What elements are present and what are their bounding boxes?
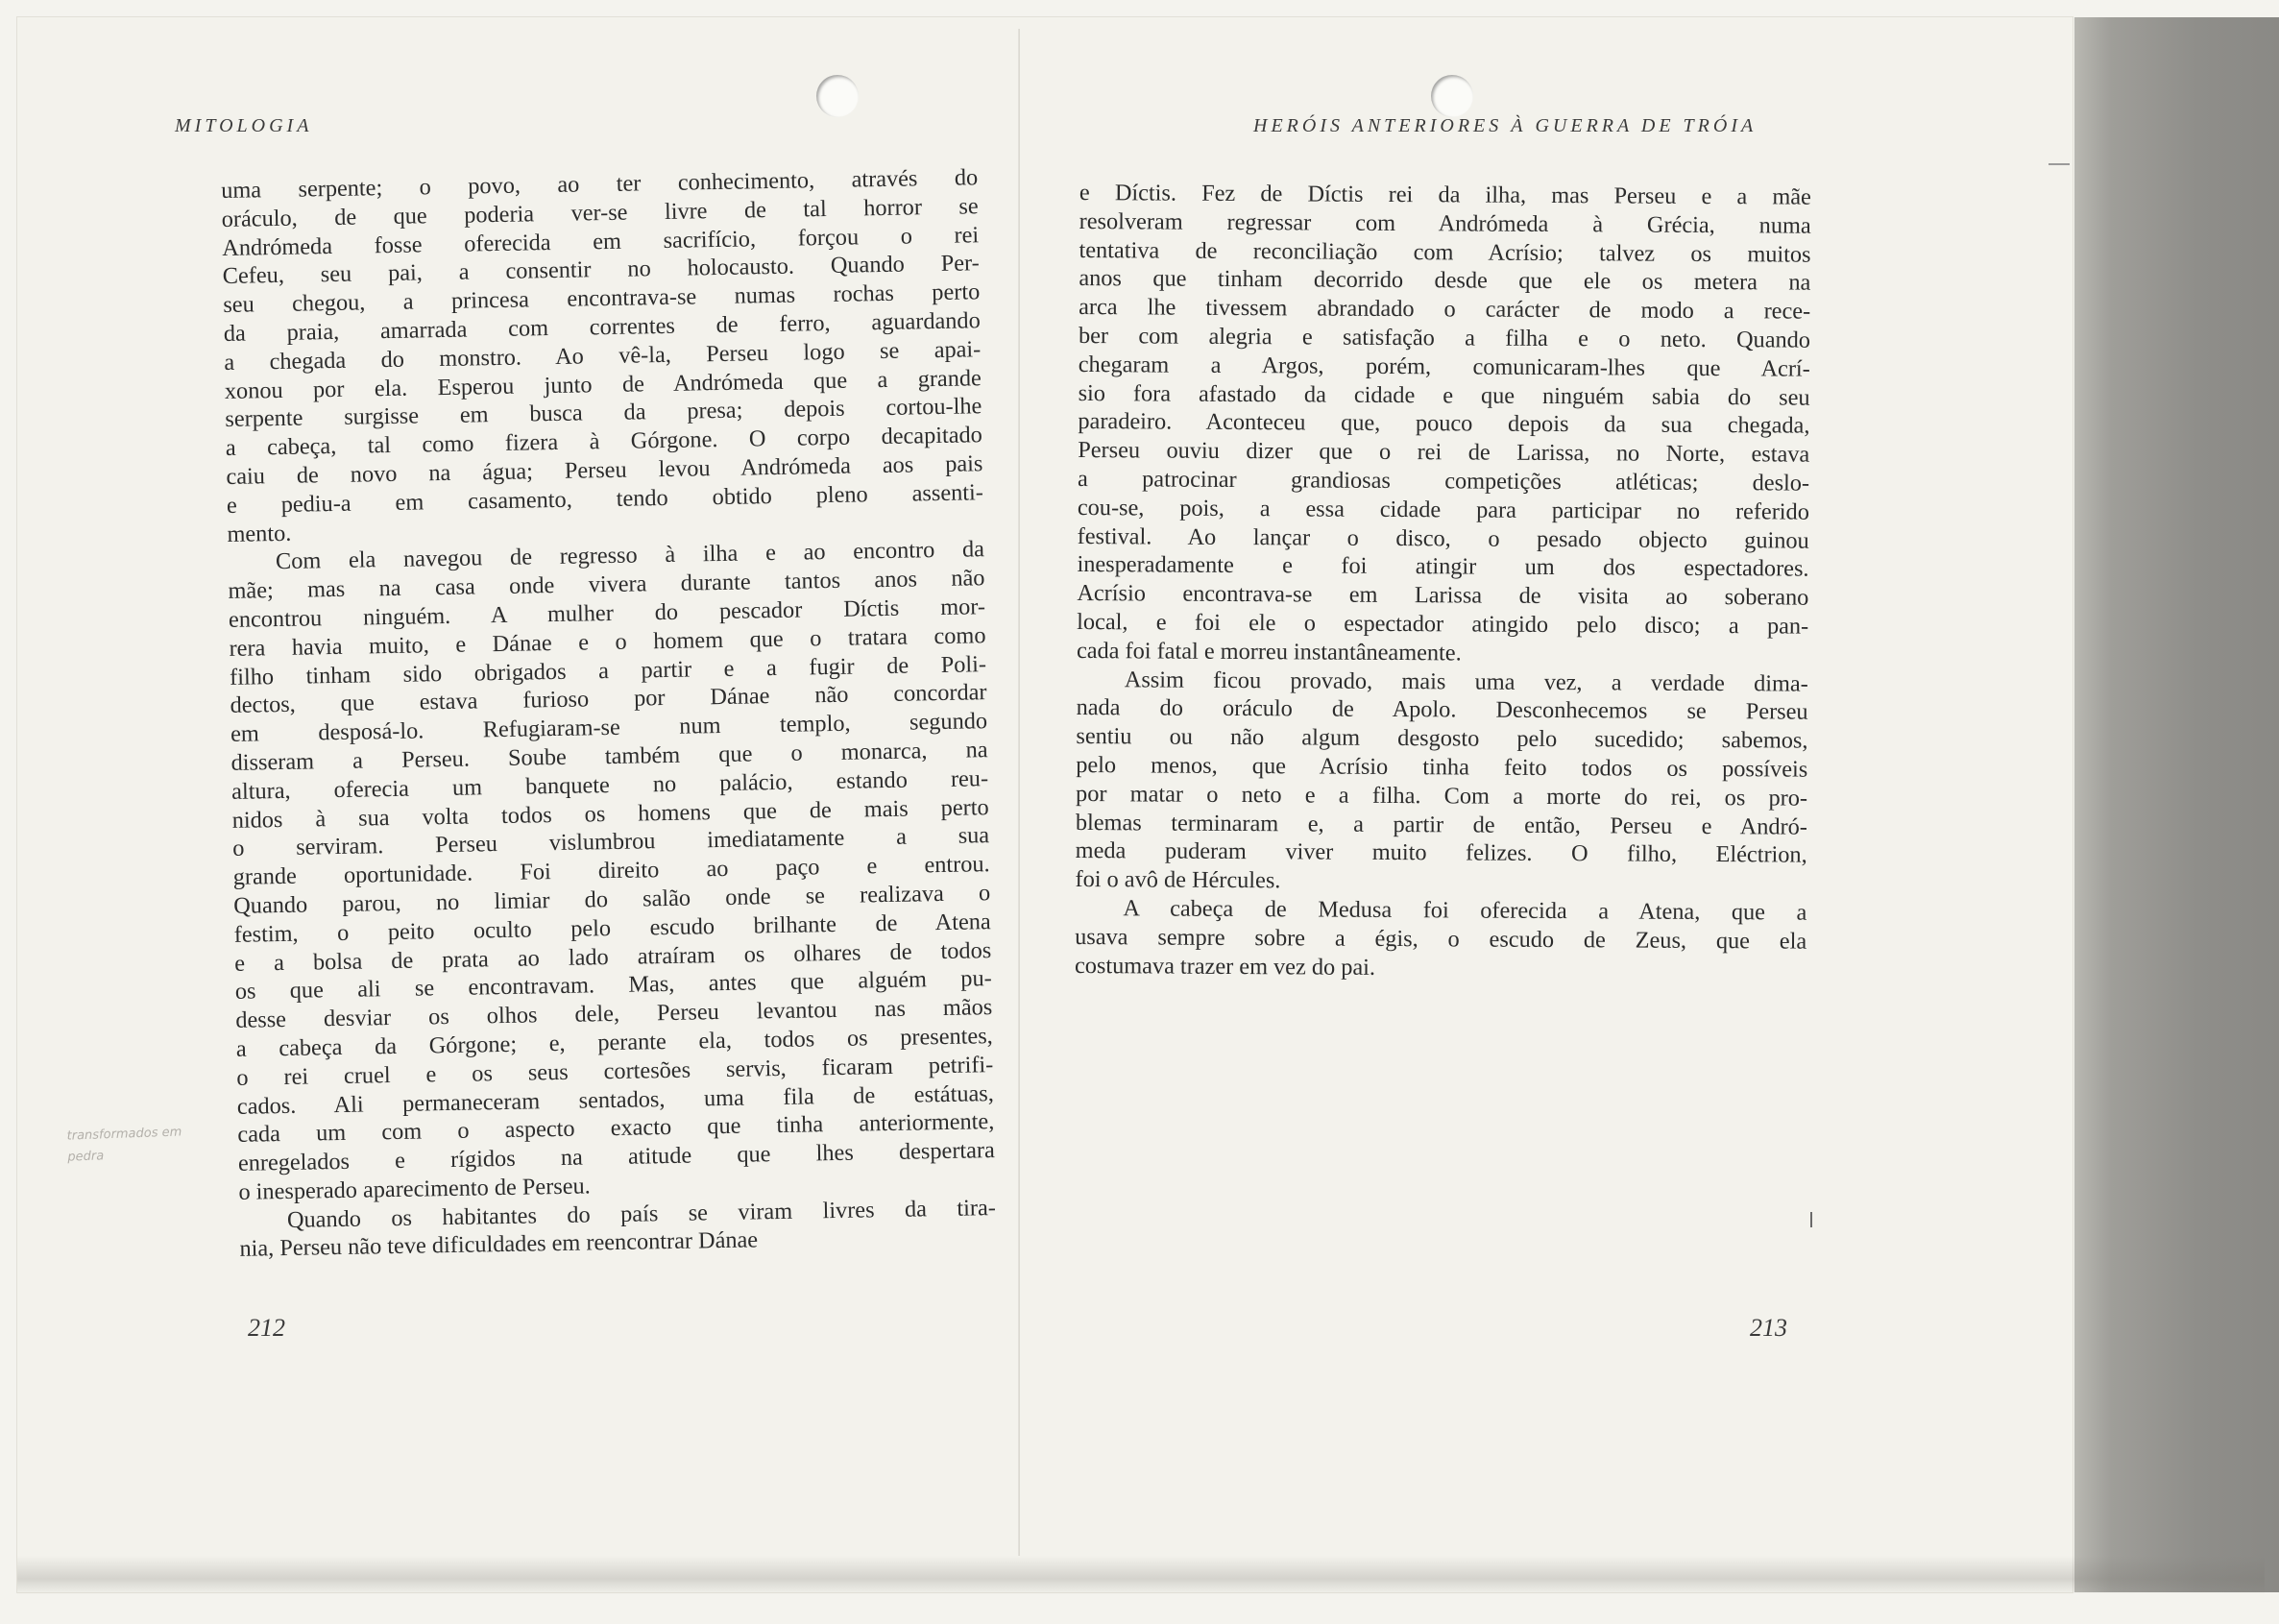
text-line: seu chegou, a princesa encontrava-se numas rochas perto [223,279,981,319]
text-line: blemas terminaram e, a partir de então, Perseu e Andró- [1075,809,1807,840]
text-line: ber com alegria e satisfação a filha e o neto. Quando [1078,322,1811,353]
text-line: filho tinham sido obrigados a partir e a fugir de Poli- [229,650,987,691]
text-line: dectos, que estava furioso por Dánae não concordar [230,679,987,719]
text-line: o inesperado aparecimento de Perseu. [238,1173,591,1205]
stray-mark [1810,1212,1812,1227]
text-line: cou-se, pois, a essa cidade para participar no referido [1077,494,1809,525]
text-line: Perseu ouviu dizer que o rei de Larissa, no Norte, estava [1078,437,1810,468]
bottom-edge-shadow [17,1556,2265,1594]
text-line: e a bolsa de prata ao lado atraíram os olhares de todos [234,936,992,977]
text-line: a chegada do monstro. Ao vê-la, Perseu logo se apai- [224,336,982,376]
text-line: sio fora afastado da cidade e que ninguém sabia do seu [1078,379,1810,411]
text-line: Quando parou, no limiar do salão onde se realizava o [233,880,991,919]
text-line: cada foi fatal e morreu instantâneamente. [1076,637,1462,667]
text-line: a cabeça, tal como fizera à Górgone. O corpo decapitado [225,422,983,462]
text-line: caiu de novo na água; Perseu levou Andrómeda aos pais [226,450,983,490]
handwritten-margin-note: transformados em pedra [66,1125,182,1165]
text-line: foi o avô de Hércules. [1075,866,1281,894]
text-line: nada do oráculo de Apolo. Desconhecemos se Perseu [1076,694,1808,725]
text-line: inesperadamente e foi atingir um dos espectadores. [1077,551,1809,583]
text-line: Acrísio encontrava-se em Larissa de visita ao soberano [1077,580,1809,611]
text-line: o rei cruel e os seus cortesões servis, ficaram petrifi- [236,1051,994,1091]
scan-edge-shadow [2074,17,2279,1592]
running-head-right: HERÓIS ANTERIORES À GUERRA DE TRÓIA [1253,115,1758,136]
text-line: Com ela navegou de regresso à ilha e ao encontro da [275,536,985,575]
text-line: a patrocinar grandiosas competições atléticas; deslo- [1078,465,1810,497]
text-line: da praia, amarrada com correntes de ferro, aguardando [223,307,981,347]
text-line: arca lhe tivessem abrandado o carácter de modo a rece- [1079,294,1811,325]
text-line: Quando os habitantes do país se viram livres da tira- [286,1194,997,1233]
text-line: resolveram regressar com Andrómeda à Grécia, numa [1079,207,1811,239]
text-line: xonou por ela. Esperou junto de Andrómeda que a grande [224,364,982,404]
text-line: uma serpente; o povo, ao ter conhecimento, através do [221,164,979,204]
text-line: tentativa de reconciliação com Acrísio; talvez os muitos [1079,236,1811,268]
text-line: meda puderam viver muito felizes. O filho, Eléctrion, [1075,837,1807,868]
stray-mark [2049,163,2070,165]
text-line: altura, oferecia um banquete no palácio, estando reu- [230,764,989,805]
book-spine-fold [1018,29,1020,1556]
text-line: festim, o peito oculto pelo escudo brilhante de Atena [233,908,991,948]
punch-hole-right [1431,75,1473,117]
page-number-left: 212 [248,1314,285,1342]
text-line: o serviram. Perseu vislumbrou imediatamente a sua [231,822,990,862]
running-head-left: MITOLOGIA [175,115,313,136]
text-line: pelo menos, que Acrísio tinha feito todos os possíveis [1076,751,1808,783]
text-line: disseram a Perseu. Soube também que o monarca, na [230,737,988,776]
text-line: usava sempre sobre a égis, o escudo de Zeus, que ela [1075,923,1807,955]
text-line: nidos à sua volta todos os homens que de mais perto [231,793,989,834]
text-line: cada um com o aspecto exacto que tinha anteriormente, [237,1108,995,1149]
text-line: mento. [227,520,292,547]
text-line: grande oportunidade. Foi direito ao paço e entrou. [232,851,990,891]
text-line: e pediu-a em casamento, tendo obtido pleno assenti- [226,478,984,519]
text-line: A cabeça de Medusa foi oferecida a Atena, que a [1123,895,1807,926]
text-line: cados. Ali permaneceram sentados, uma fila de estátuas, [236,1079,995,1120]
text-line: festival. Ao lançar o disco, o pesado objecto guinou [1077,522,1809,554]
text-line: mãe; mas na casa onde vivera durante tantos anos não [228,565,985,605]
text-line: costumava trazer em vez do pai. [1074,952,1376,981]
text-line: paradeiro. Aconteceu que, pouco depois da sua chegada, [1078,408,1810,440]
text-line: Assim ficou provado, mais uma vez, a verdade dima- [1124,666,1808,697]
text-line: em desposá-lo. Refugiaram-se num templo, segundo [230,708,988,748]
text-line: sentiu ou não algum desgosto pelo sucedido; sabemos, [1076,723,1808,754]
text-line: anos que tinham decorrido desde que ele os metera na [1079,265,1811,297]
text-line: os que ali se encontravam. Mas, antes que alguém pu- [234,965,992,1006]
punch-hole-left [816,75,859,117]
text-line: local, e foi ele o espectador atingido pelo disco; a pan- [1077,608,1809,640]
text-line: desse desviar os olhos dele, Perseu levantou nas mãos [235,994,993,1033]
text-line: rera havia muito, e Dánae e o homem que o tratara como [229,621,986,662]
text-line: Andrómeda fosse oferecida em sacrifício, forçou o rei [222,221,980,261]
text-line: serpente surgisse em busca da presa; depois cortou-lhe [225,393,982,433]
text-line: chegaram a Argos, porém, comunicaram-lhes que Acrí- [1078,351,1810,382]
text-line: encontrou ninguém. A mulher do pescador Díctis mor- [228,594,986,633]
text-line: Cefeu, seu pai, a consentir no holocausto. Quando Per- [222,250,980,290]
page-number-right: 213 [1750,1314,1787,1342]
right-page-text [1075,179,1811,984]
text-line: a cabeça da Górgone; e, perante ela, todos os presentes, [235,1023,993,1062]
text-line: enregelados e rígidos na atitude que lhes despertara [237,1137,996,1176]
text-line: e Díctis. Fez de Díctis rei da ilha, mas Perseu e a mãe [1079,179,1811,210]
text-line: nia, Perseu não teve dificuldades em reencontrar Dánae [239,1226,759,1263]
text-line: por matar o neto e a filha. Com a morte do rei, os pro- [1076,780,1808,812]
left-page-text [221,163,997,1264]
text-line: oráculo, de que poderia ver-se livre de tal horror se [221,193,979,232]
